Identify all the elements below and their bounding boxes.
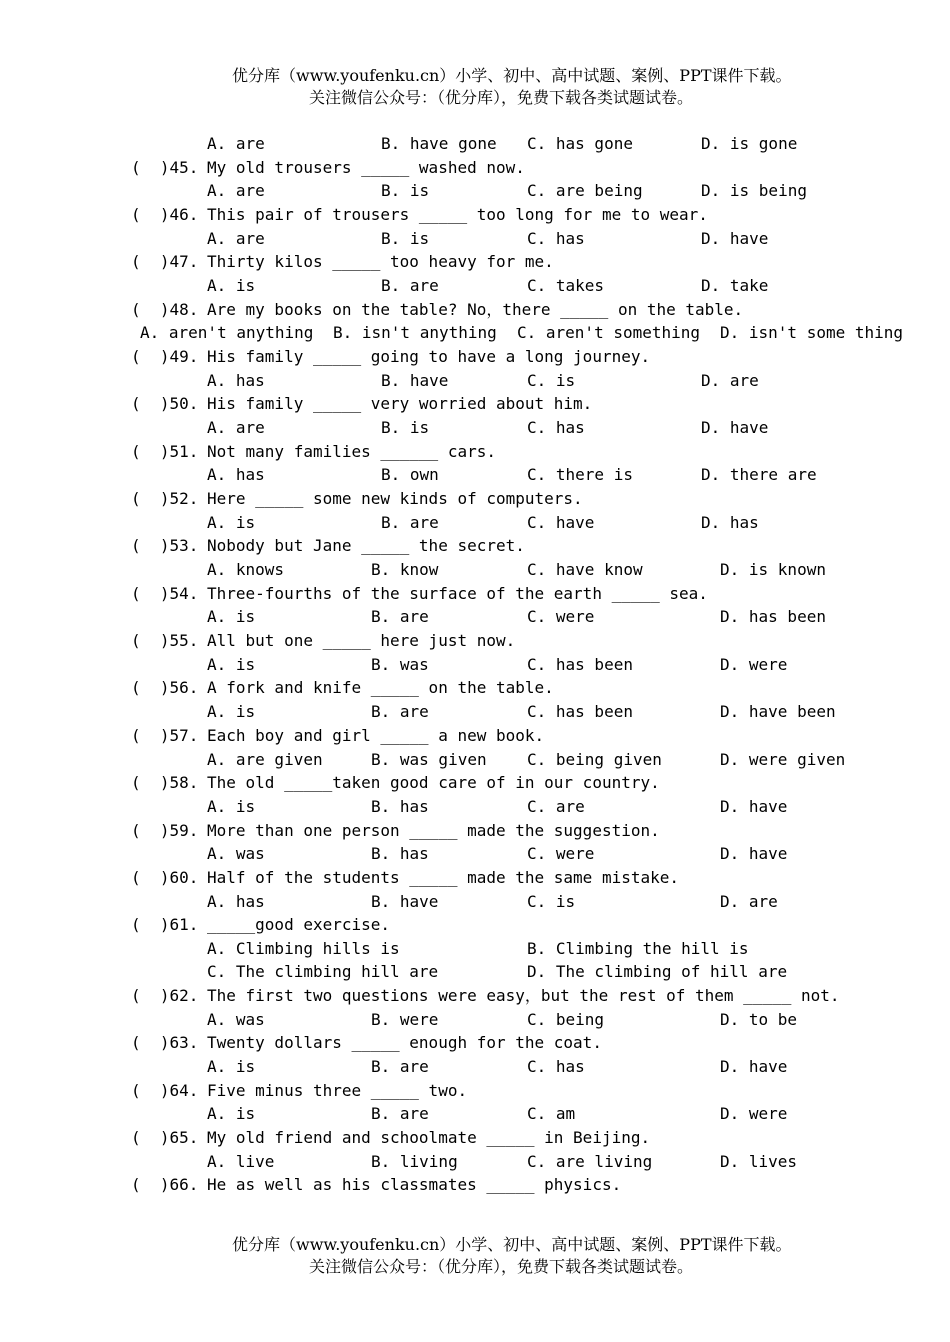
option-d: D. have <box>701 229 769 248</box>
option-b: B. is <box>381 418 430 437</box>
question-number: ( )65. <box>131 1128 199 1147</box>
question-stem: My old trousers _____ washed now. <box>207 158 525 177</box>
option-d: D. there are <box>701 465 817 484</box>
option-d: D. have been <box>720 702 836 721</box>
question-number: ( )50. <box>131 394 199 413</box>
question-number: ( )52. <box>131 489 199 508</box>
option-d: D. take <box>701 276 769 295</box>
option-b: B. were <box>371 1010 439 1029</box>
footer-line-2: 关注微信公众号：（优分库），免费下载各类试题试卷。 <box>309 1257 694 1276</box>
option-c: C. has <box>527 1057 585 1076</box>
option-c: C. is <box>527 371 576 390</box>
option-c: C. am <box>527 1104 576 1123</box>
option-a: A. is <box>207 797 256 816</box>
question-number: ( )58. <box>131 773 199 792</box>
option-a: A. has <box>207 892 265 911</box>
question-stem: My old friend and schoolmate _____ in Beijing. <box>207 1128 651 1147</box>
option-d: D. are <box>701 371 759 390</box>
question-stem: Here _____ some new kinds of computers. <box>207 489 583 508</box>
question-stem: Five minus three _____ two. <box>207 1081 468 1100</box>
option-c: C. being <box>527 1010 605 1029</box>
option-a: A. is <box>207 1104 256 1123</box>
option-d: D. has <box>701 513 759 532</box>
option-b: B. was <box>371 655 429 674</box>
question-number: ( )66. <box>131 1175 199 1194</box>
option-c: C. were <box>527 607 595 626</box>
option-a: A. are <box>207 229 265 248</box>
option-a: A. Climbing hills is <box>207 939 400 958</box>
question-stem: Each boy and girl _____ a new book. <box>207 726 545 745</box>
option-b: B. is <box>381 229 430 248</box>
question-number: ( )45. <box>131 158 199 177</box>
question-number: ( )47. <box>131 252 199 271</box>
option-c: C. were <box>527 844 595 863</box>
footer-line-1: 优分库（www.youfenku.cn）小学、初中、高中试题、案例、PPT课件下载。 <box>232 1235 792 1254</box>
option-d: D. are <box>720 892 778 911</box>
option-c: C. being given <box>527 750 662 769</box>
page-footer <box>0 1234 950 1322</box>
option-a: A. are <box>207 134 265 153</box>
option-a: A. aren't anything <box>140 323 314 342</box>
option-d: D. is known <box>720 560 826 579</box>
option-b: B. are <box>371 702 429 721</box>
option-b: B. is <box>381 181 430 200</box>
option-a: A. live <box>207 1152 275 1171</box>
question-stem: His family _____ very worried about him. <box>207 394 593 413</box>
question-number: ( )59. <box>131 821 199 840</box>
question-stem: Thirty kilos _____ too heavy for me. <box>207 252 554 271</box>
option-a: A. is <box>207 513 256 532</box>
question-stem: Half of the students _____ made the same mistake. <box>207 868 680 887</box>
option-d: D. were given <box>720 750 846 769</box>
question-number: ( )63. <box>131 1033 199 1052</box>
option-c: C. takes <box>527 276 605 295</box>
option-c: C. has been <box>527 702 633 721</box>
option-d: D. have <box>720 844 788 863</box>
option-a: A. was <box>207 1010 265 1029</box>
option-b: B. are <box>371 1104 429 1123</box>
option-c: C. are being <box>527 181 643 200</box>
question-stem: This pair of trousers _____ too long for me to wear. <box>207 205 708 224</box>
option-a: A. is <box>207 1057 256 1076</box>
question-number: ( )54. <box>131 584 199 603</box>
option-b: B. living <box>371 1152 458 1171</box>
question-stem: Nobody but Jane _____ the secret. <box>207 536 525 555</box>
question-stem: Twenty dollars _____ enough for the coat. <box>207 1033 602 1052</box>
question-stem: Are my books on the table? No，there _____ on the table. <box>207 300 744 319</box>
question-number: ( )62. <box>131 986 199 1005</box>
option-d: D. have <box>720 797 788 816</box>
option-d: D. were <box>720 655 788 674</box>
question-number: ( )49. <box>131 347 199 366</box>
question-number: ( )51. <box>131 442 199 461</box>
option-a: A. is <box>207 276 256 295</box>
question-stem: Not many families ______ cars. <box>207 442 496 461</box>
option-c: C. have <box>527 513 595 532</box>
option-d: D. The climbing of hill are <box>527 962 788 981</box>
option-d: D. isn't some thing <box>720 323 904 342</box>
question-number: ( )61. <box>131 915 199 934</box>
option-a: A. are <box>207 181 265 200</box>
option-b: B. have <box>371 892 439 911</box>
question-number: ( )60. <box>131 868 199 887</box>
option-d: D. is being <box>701 181 807 200</box>
option-d: D. is gone <box>701 134 798 153</box>
option-d: D. were <box>720 1104 788 1123</box>
option-b: B. has <box>371 797 429 816</box>
option-c: C. has been <box>527 655 633 674</box>
option-a: A. are <box>207 418 265 437</box>
question-stem: He as well as his classmates _____ physics. <box>207 1175 622 1194</box>
option-c: C. aren't something <box>517 323 701 342</box>
question-stem: More than one person _____ made the suggestion. <box>207 821 660 840</box>
option-b: B. own <box>381 465 439 484</box>
header-line-1: 优分库（www.youfenku.cn）小学、初中、高中试题、案例、PPT课件下载。 <box>232 66 792 85</box>
question-number: ( )53. <box>131 536 199 555</box>
option-d: D. have <box>720 1057 788 1076</box>
option-b: B. are <box>371 1057 429 1076</box>
option-b: B. Climbing the hill is <box>527 939 749 958</box>
option-d: D. have <box>701 418 769 437</box>
option-a: A. knows <box>207 560 285 579</box>
question-number: ( )48. <box>131 300 199 319</box>
option-c: C. are living <box>527 1152 653 1171</box>
option-b: B. have <box>381 371 449 390</box>
question-stem: A fork and knife _____ on the table. <box>207 678 554 697</box>
question-number: ( )64. <box>131 1081 199 1100</box>
option-b: B. know <box>371 560 439 579</box>
option-a: A. is <box>207 655 256 674</box>
option-d: D. lives <box>720 1152 798 1171</box>
question-number: ( )57. <box>131 726 199 745</box>
question-stem: Three-fourths of the surface of the earth _____ sea. <box>207 584 708 603</box>
option-b: B. are <box>381 513 439 532</box>
option-a: A. is <box>207 607 256 626</box>
option-a: A. is <box>207 702 256 721</box>
option-d: D. has been <box>720 607 826 626</box>
option-c: C. The climbing hill are <box>207 962 439 981</box>
option-b: B. isn't anything <box>333 323 497 342</box>
option-a: A. has <box>207 371 265 390</box>
option-b: B. was given <box>371 750 487 769</box>
question-stem: His family _____ going to have a long journey. <box>207 347 651 366</box>
option-a: A. has <box>207 465 265 484</box>
option-c: C. there is <box>527 465 633 484</box>
option-c: C. has <box>527 418 585 437</box>
option-c: C. has <box>527 229 585 248</box>
question-stem: All but one _____ here just now. <box>207 631 516 650</box>
option-c: C. are <box>527 797 585 816</box>
option-b: B. have gone <box>381 134 497 153</box>
option-c: C. is <box>527 892 576 911</box>
header-line-2: 关注微信公众号：（优分库），免费下载各类试题试卷。 <box>309 88 694 107</box>
question-number: ( )46. <box>131 205 199 224</box>
question-stem: _____good exercise. <box>207 915 391 934</box>
option-b: B. has <box>371 844 429 863</box>
option-d: D. to be <box>720 1010 798 1029</box>
question-number: ( )55. <box>131 631 199 650</box>
option-a: A. was <box>207 844 265 863</box>
option-a: A. are given <box>207 750 323 769</box>
option-b: B. are <box>371 607 429 626</box>
option-c: C. have know <box>527 560 643 579</box>
question-stem: The first two questions were easy，but the rest of them _____ not. <box>207 986 840 1005</box>
option-b: B. are <box>381 276 439 295</box>
option-c: C. has gone <box>527 134 633 153</box>
question-number: ( )56. <box>131 678 199 697</box>
question-stem: The old _____taken good care of in our country. <box>207 773 660 792</box>
